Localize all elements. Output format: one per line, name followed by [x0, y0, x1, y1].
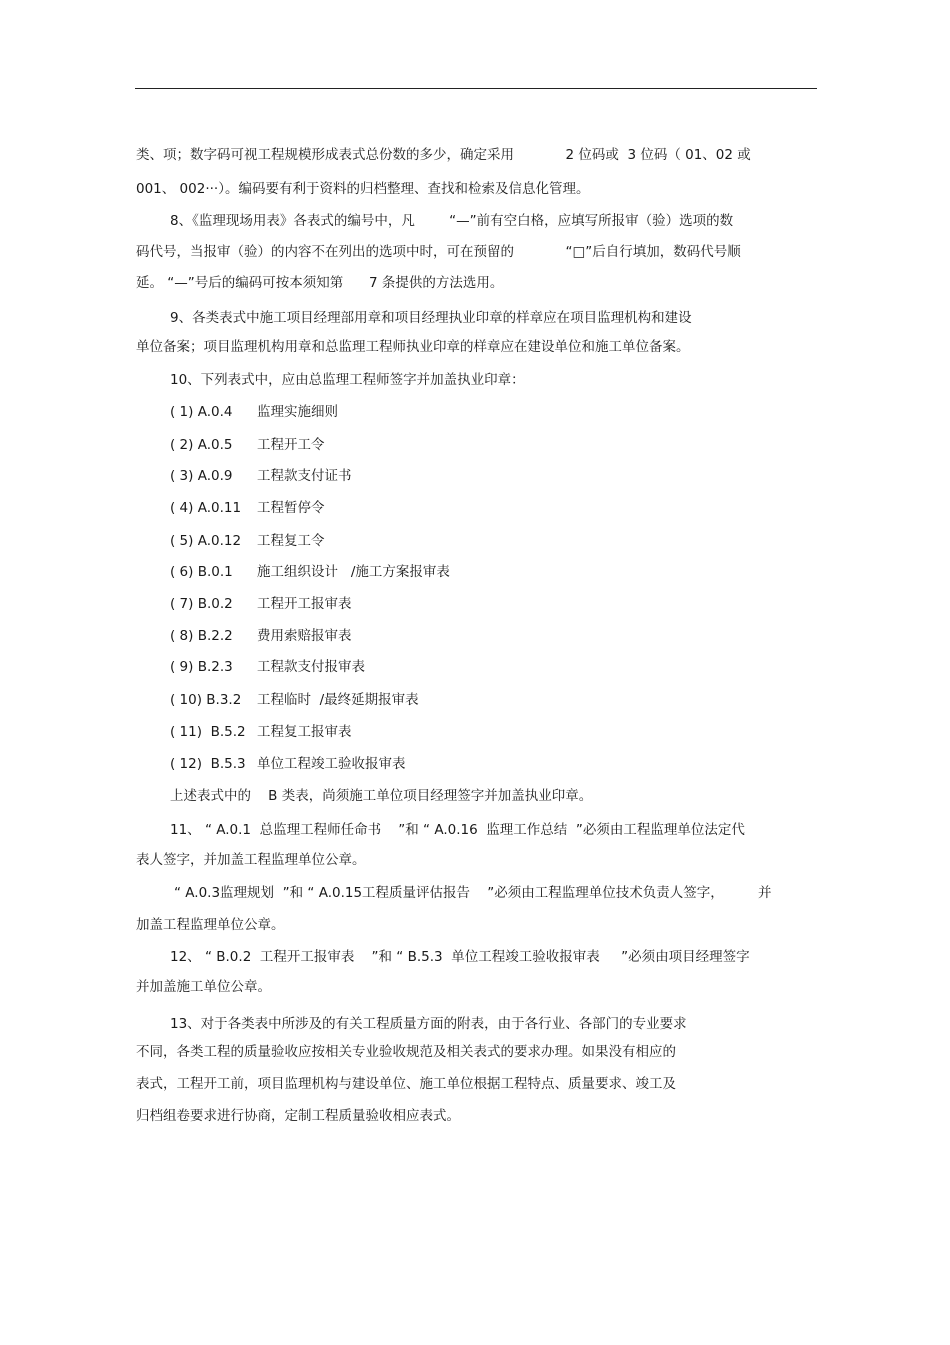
- list-item-code: ( 9) B.2.3: [170, 659, 233, 675]
- paragraph-line: “ A.0.3监理规划 ”和 “ A.0.15工程质量评估报告 ”必须由工程监理单位技术负责人签字， 并: [174, 885, 772, 901]
- paragraph-line: 001、 002···）。编码要有利于资料的归档整理、查找和检索及信息化管理。: [136, 181, 590, 197]
- paragraph-line: 11、 “ A.0.1 总监理工程师任命书 ”和 “ A.0.16 监理工作总结 ”必须由工程监理单位法定代: [170, 822, 745, 838]
- list-item-title: 工程款支付报审表: [257, 659, 365, 675]
- list-item-title: 工程复工报审表: [257, 724, 352, 740]
- list-item-code: ( 5) A.0.12: [170, 533, 242, 549]
- list-item-title: 工程开工报审表: [257, 596, 352, 612]
- list-item-title: 工程款支付证书: [257, 468, 352, 484]
- paragraph-line: 12、 “ B.0.2 工程开工报审表 ”和 “ B.5.3 单位工程竣工验收报审表 ”必须由项目经理签字: [170, 949, 750, 965]
- list-item-title: 工程暂停令: [257, 500, 325, 516]
- list-item-title: 工程临时 /最终延期报审表: [257, 692, 419, 708]
- list-item-code: ( 6) B.0.1: [170, 564, 233, 580]
- list-item-code: ( 8) B.2.2: [170, 628, 233, 644]
- list-item-title: 监理实施细则: [257, 404, 338, 420]
- paragraph-line: 延。 “—”号后的编码可按本须知第 7 条提供的方法选用。: [136, 275, 504, 291]
- list-item-title: 工程复工令: [257, 533, 325, 549]
- paragraph-line: 上述表式中的 B 类表，尚须施工单位项目经理签字并加盖执业印章。: [170, 788, 593, 804]
- paragraph-line: 单位备案；项目监理机构用章和总监理工程师执业印章的样章应在建设单位和施工单位备案。: [136, 339, 690, 355]
- paragraph-line: 不同，各类工程的质量验收应按相关专业验收规范及相关表式的要求办理。如果没有相应的: [136, 1044, 676, 1060]
- paragraph-line: 9、各类表式中施工项目经理部用章和项目经理执业印章的样章应在项目监理机构和建设: [170, 310, 692, 326]
- list-item-title: 工程开工令: [257, 437, 325, 453]
- list-item-code: ( 3) A.0.9: [170, 468, 233, 484]
- paragraph-line: 加盖工程监理单位公章。: [136, 917, 285, 933]
- paragraph-line: 归档组卷要求进行协商，定制工程质量验收相应表式。: [136, 1108, 460, 1124]
- list-item-code: ( 2) A.0.5: [170, 437, 233, 453]
- list-item-code: ( 4) A.0.11: [170, 500, 242, 516]
- list-item-code: ( 10) B.3.2: [170, 692, 242, 708]
- paragraph-line: 表式，工程开工前，项目监理机构与建设单位、施工单位根据工程特点、质量要求、竣工及: [136, 1076, 676, 1092]
- paragraph-line: 并加盖施工单位公章。: [136, 979, 271, 995]
- paragraph-line: 10、下列表式中，应由总监理工程师签字并加盖执业印章：: [170, 372, 525, 388]
- paragraph-line: 8、《监理现场用表》各表式的编号中，凡 “—”前有空白格，应填写所报审（验）选项的数: [170, 213, 734, 229]
- header-rule: [135, 88, 817, 89]
- list-item-code: ( 1) A.0.4: [170, 404, 233, 420]
- paragraph-line: 表人签字，并加盖工程监理单位公章。: [136, 852, 366, 868]
- list-item-code: ( 12) B.5.3: [170, 756, 246, 772]
- list-item-title: 单位工程竣工验收报审表: [257, 756, 406, 772]
- list-item-title: 费用索赔报审表: [257, 628, 352, 644]
- paragraph-line: 类、项；数字码可视工程规模形成表式总份数的多少，确定采用 2 位码或 3 位码（ 01、02 或: [136, 147, 751, 163]
- paragraph-line: 码代号，当报审（验）的内容不在列出的选项中时，可在预留的 “□”后自行填加，数码代号顺: [136, 244, 741, 260]
- list-item-code: ( 7) B.0.2: [170, 596, 233, 612]
- list-item-title: 施工组织设计 /施工方案报审表: [257, 564, 450, 580]
- paragraph-line: 13、对于各类表中所涉及的有关工程质量方面的附表，由于各行业、各部门的专业要求: [170, 1016, 687, 1032]
- list-item-code: ( 11) B.5.2: [170, 724, 246, 740]
